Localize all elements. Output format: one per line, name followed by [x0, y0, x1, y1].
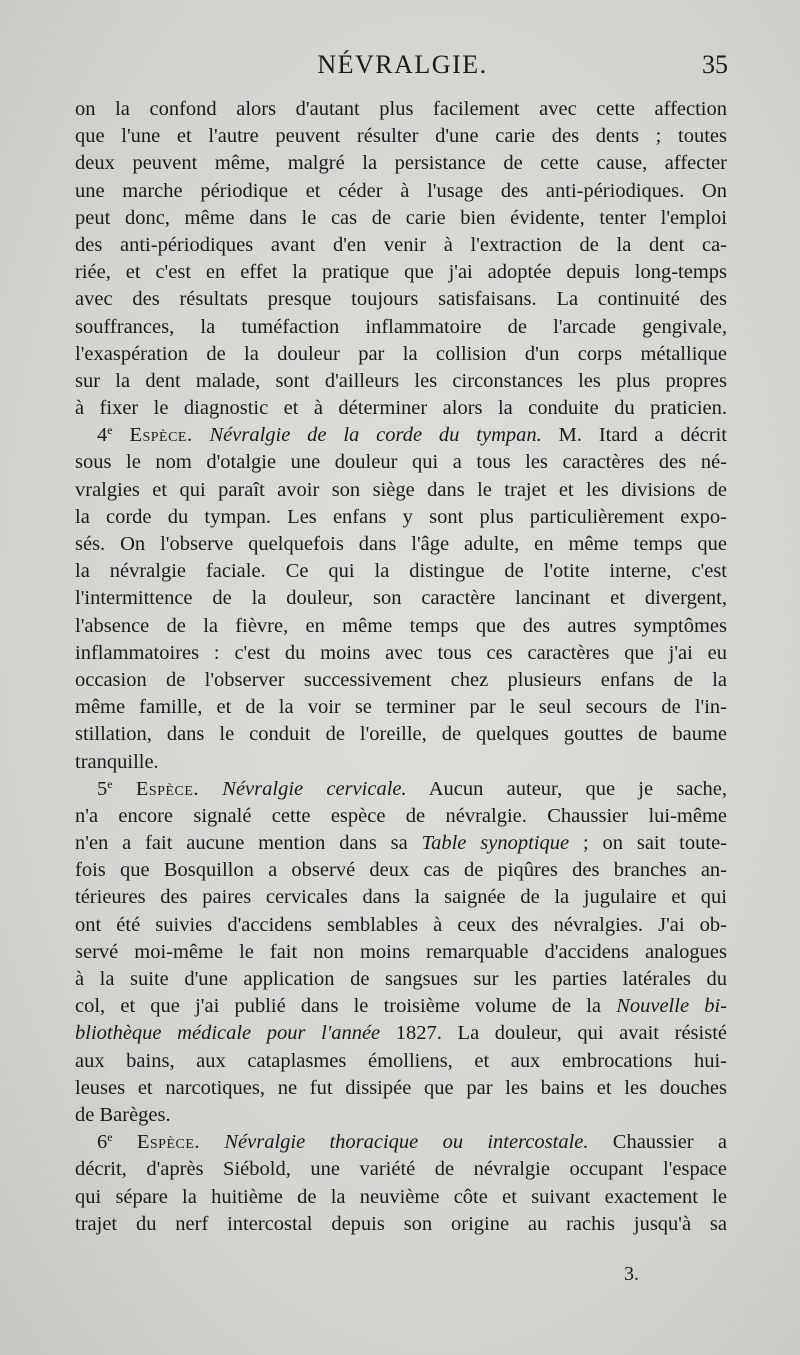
text-line: riée, et c'est en effet la pratique que j'ai adoptée depuis long-temps — [75, 261, 727, 284]
text-line: deux peuvent même, malgré la persistance de cette cause, affecter — [75, 152, 727, 175]
text-line: l'intermittence de la douleur, son caractère lancinant et divergent, — [75, 587, 727, 610]
text-line: sous le nom d'otalgie une douleur qui a tous les caractères des né- — [75, 451, 727, 474]
text-line: n'a encore signalé cette espèce de névralgie. Chaussier lui-même — [75, 804, 727, 827]
text-line: l'exaspération de la douleur par la collision d'un corps métallique — [75, 342, 727, 365]
text-line: la névralgie faciale. Ce qui la distingue de l'otite interne, c'est — [75, 560, 727, 583]
text-line: térieures des paires cervicales dans la saignée de la jugulaire et qui — [75, 886, 727, 909]
section-first-text: Chaussier a — [588, 1131, 728, 1154]
text-line: aux bains, aux cataplasmes émolliens, et aux embrocations hui- — [75, 1049, 727, 1072]
text-line: qui sépare la huitième de la neuvième côte et suivant exactement le — [75, 1185, 727, 1208]
section-first-text: Aucun auteur, que je sache, — [406, 777, 728, 800]
text-line: la corde du tympan. Les enfans y sont plus particulièrement expo- — [75, 505, 727, 528]
section-title: Névralgie cervicale. — [222, 777, 407, 800]
section-label: Espèce. — [136, 1131, 201, 1154]
running-title: NÉVRALGIE. — [317, 50, 488, 79]
section-label: Espèce. — [135, 777, 200, 800]
italic-reference: bliothèque médicale pour l'année — [75, 1022, 381, 1045]
section-heading-line — [75, 422, 727, 449]
section-number-sup: e — [107, 423, 113, 438]
text-line: tranquille. — [75, 750, 159, 773]
italic-reference: Nouvelle bi- — [616, 995, 727, 1018]
text-fragment: n'en a fait aucune mention dans sa — [75, 832, 422, 855]
text-fragment: col, et que j'ai publié dans le troisième volume de la — [75, 995, 617, 1018]
section-number-sup: e — [107, 776, 113, 791]
text-line: sés. On l'observe quelquefois dans l'âge adulte, en même temps que — [75, 533, 727, 555]
text-line: même famille, et de la voir se terminer par le seul secours de l'in- — [75, 696, 727, 719]
text-line — [75, 993, 727, 1020]
text-line: ont été suivies d'accidens semblables à ceux des névralgies. J'ai ob- — [75, 913, 727, 936]
text-fragment: ; on sait toute- — [569, 832, 728, 855]
text-line — [75, 830, 727, 857]
section-number: 4 — [97, 424, 108, 447]
signature-mark: 3. — [624, 1263, 639, 1285]
text-line: on la confond alors d'autant plus facilement avec cette affection — [75, 98, 727, 120]
section-heading-line — [75, 776, 727, 803]
text-line: inflammatoires : c'est du moins avec tous ces caractères que j'ai eu — [75, 641, 727, 664]
text-line: stillation, dans le conduit de l'oreille, de quelques gouttes de baume — [75, 723, 727, 746]
text-line: sur la dent malade, sont d'ailleurs les circonstances les plus propres — [75, 369, 727, 392]
text-line: une marche périodique et céder à l'usage des anti-périodiques. On — [75, 179, 727, 202]
section-number-sup: e — [107, 1130, 113, 1145]
text-line: vralgies et qui paraît avoir son siège dans le trajet et les divisions de — [75, 478, 727, 501]
section-title: Névralgie de la corde du tympan. — [209, 424, 542, 447]
page-header — [75, 44, 730, 84]
section-title: Névralgie thoracique ou intercostale. — [224, 1131, 589, 1154]
section-label: Espèce. — [129, 424, 193, 447]
text-line: à la suite d'une application de sangsues sur les parties latérales du — [75, 968, 727, 990]
section-number: 6 — [97, 1131, 108, 1154]
text-line: souffrances, la tuméfaction inflammatoire de l'arcade gengivale, — [75, 315, 727, 338]
text-line — [75, 1020, 727, 1047]
text-line: trajet du nerf intercostal depuis son origine au rachis jusqu'à sa — [75, 1212, 727, 1235]
text-line: décrit, d'après Siébold, une variété de névralgie occupant l'espace — [75, 1158, 727, 1181]
text-line: de Barèges. — [75, 1103, 171, 1126]
text-line: l'absence de la fièvre, en même temps que des autres symptômes — [75, 614, 727, 637]
body-text — [75, 96, 727, 1238]
text-line: servé moi-même le fait non moins remarquable d'accidens analogues — [75, 940, 727, 963]
text-line: occasion de l'observer successivement chez plusieurs enfans de la — [75, 668, 727, 691]
section-number: 5 — [97, 777, 108, 800]
section-first-text: M. Itard a décrit — [541, 424, 727, 447]
page-number: 35 — [702, 50, 728, 79]
text-fragment: 1827. La douleur, qui avait résisté — [380, 1022, 727, 1045]
section-heading-line — [75, 1129, 727, 1156]
text-line: des anti-périodiques avant d'en venir à l'extraction de la dent ca- — [75, 233, 727, 256]
text-line: que l'une et l'autre peuvent résulter d'une carie des dents ; toutes — [75, 125, 727, 148]
text-line: avec des résultats presque toujours satisfaisans. La continuité des — [75, 288, 727, 311]
italic-reference: Table synoptique — [421, 832, 570, 855]
text-line: à fixer le diagnostic et à déterminer alors la conduite du praticien. — [75, 397, 727, 420]
text-line: leuses et narcotiques, ne fut dissipée que par les bains et les douches — [75, 1076, 727, 1099]
text-line: peut donc, même dans le cas de carie bien évidente, tenter l'emploi — [75, 206, 727, 229]
text-line: fois que Bosquillon a observé deux cas de piqûres des branches an- — [75, 859, 727, 882]
